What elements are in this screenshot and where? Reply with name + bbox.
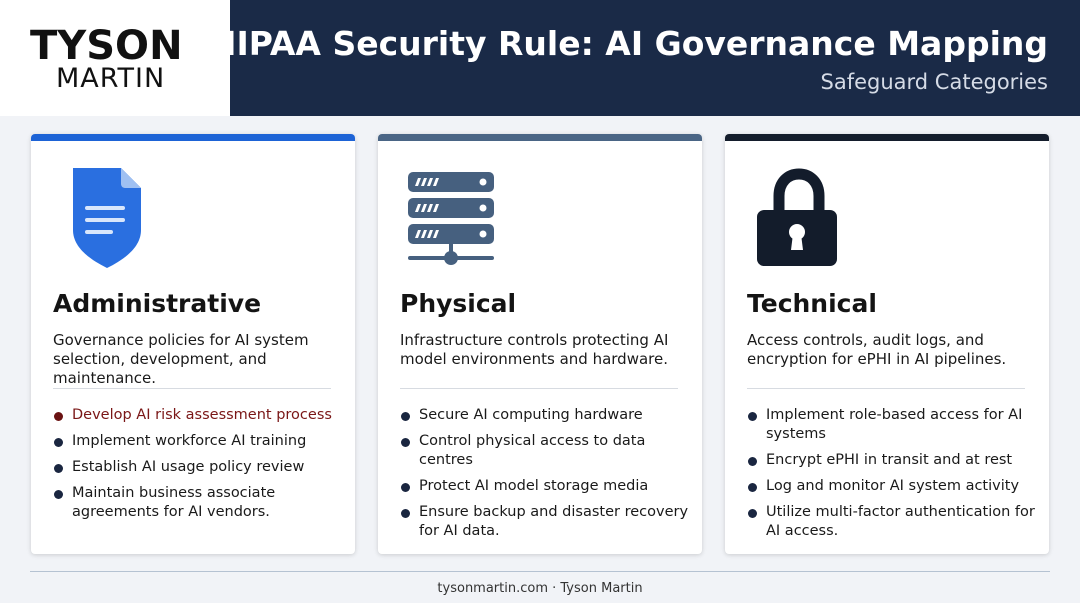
card-technical — [725, 134, 1049, 554]
list-item: Develop AI risk assessment process — [53, 406, 343, 425]
logo — [0, 0, 230, 116]
header-banner — [208, 0, 1080, 116]
divider — [53, 388, 331, 389]
card-title: Administrative — [53, 289, 262, 318]
list-item: Protect AI model storage media — [400, 477, 690, 496]
list-item: Implement role-based access for AI systems — [747, 406, 1037, 444]
page-title: HIPAA Security Rule: AI Governance Mapping — [208, 24, 1048, 63]
card-accent-bar — [725, 134, 1049, 141]
divider — [400, 388, 678, 389]
card-physical — [378, 134, 702, 554]
logo-line1: TYSON — [30, 23, 183, 69]
divider — [747, 388, 1025, 389]
list-item: Log and monitor AI system activity — [747, 477, 1037, 496]
list-item: Utilize multi-factor authentication for AI access. — [747, 503, 1037, 541]
list-item: Secure AI computing hardware — [400, 406, 690, 425]
card-title: Physical — [400, 289, 517, 318]
card-administrative — [31, 134, 355, 554]
page-subtitle: Safeguard Categories — [820, 70, 1048, 94]
card-title: Technical — [747, 289, 877, 318]
list-item: Implement workforce AI training — [53, 432, 343, 451]
list-item: Establish AI usage policy review — [53, 458, 343, 477]
footer-text: tysonmartin.com · Tyson Martin — [437, 581, 643, 596]
card-description: Infrastructure controls protecting AI model environments and hardware. — [400, 331, 669, 368]
bullet-list — [747, 406, 1037, 548]
footer-divider — [30, 571, 1050, 572]
card-description: Governance policies for AI system selection, development, and maintenance. — [53, 331, 309, 387]
lock-icon — [755, 168, 845, 268]
list-item: Encrypt ePHI in transit and at rest — [747, 451, 1037, 470]
bullet-list — [400, 406, 690, 548]
bullet-list — [53, 406, 343, 529]
card-description: Access controls, audit logs, and encryption for ePHI in AI pipelines. — [747, 331, 1007, 368]
list-item: Control physical access to data centres — [400, 432, 690, 470]
document-icon — [61, 168, 151, 268]
list-item: Maintain business associate agreements for AI vendors. — [53, 484, 343, 522]
card-accent-bar — [378, 134, 702, 141]
server-icon — [408, 168, 498, 268]
list-item: Ensure backup and disaster recovery for AI data. — [400, 503, 690, 541]
logo-line2: MARTIN — [56, 63, 166, 94]
card-accent-bar — [31, 134, 355, 141]
